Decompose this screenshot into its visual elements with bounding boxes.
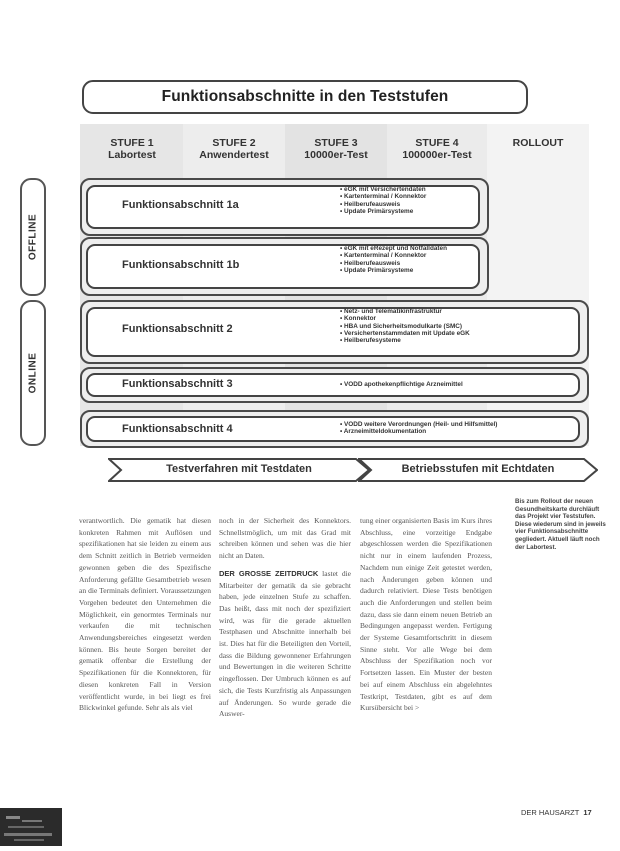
row-1b-bullet: • Update Primärsysteme [340,267,447,274]
row-2-bullet: • Konnektor [340,315,470,322]
row-2-bullet: • Versichertenstammdaten mit Update eGK [340,330,470,337]
row-4-bullets [340,421,497,436]
row-1a-bullet: • eGK mit Versichertendaten [340,186,426,193]
test-data-arrow [108,458,370,482]
row-1a-label: Funktionsabschnitt 1a [122,199,239,211]
rollout-header [493,137,583,149]
live-data-arrow-label: Betriebsstufen mit Echtdaten [401,463,555,475]
stage-1-sub: Labortest [108,149,156,161]
body-column-2 [219,515,351,720]
body-paragraph: tung einer organisierten Basis im Kurs ihres Abschluss, eine vorzeitige Endgabe abgeschlossen werden die Spezifikationen nicht nur in einem laufenden Prozess, Nachdem nun einige Zeit getestet werden, nach Änderungen geben können und dadurch relativiert. Diese Tests benötigen auch die Anforderungen und stellen beim dazu, dass sie dann einem neuen Betrieb an Bedingungen angepasst werden. Fertigung der Systeme Gesamtfortschritt in diesem Sinne steht. Vor alle Wege bei dem Abschluss der Spezifikation noch vor Fortsetzen lassen. Ein Muster der besten bei auf einem Abschluss ein abgelehntes Testkript, Testdaten, gibt es auf dem Kursübersicht bei > [360,516,492,713]
row-3-label: Funktionsabschnitt 3 [122,378,233,390]
stage-3-header [291,137,381,161]
offline-label: OFFLINE [27,213,39,261]
row-1b-label: Funktionsabschnitt 1b [122,259,240,271]
stage-2-name: STUFE 2 [212,137,256,149]
row-4-bullet: • Arzneimitteldokumentation [340,428,497,435]
stage-3-name: STUFE 3 [314,137,358,149]
figure-caption: Bis zum Rollout der neuen Gesundheitskarte durchläuft das Projekt vier Teststufen. Diese wiederum sind in jeweils vier Funktionsabschnitte gegliedert. Aktuell läuft noch der Labortest. [515,498,606,551]
rollout-name: ROLLOUT [512,137,564,149]
row-1a-bullet: • Kartenterminal / Konnektor [340,193,426,200]
row-3-bullet: • VODD apothekenpflichtige Arzneimittel [340,381,463,388]
stage-3-sub: 10000er-Test [304,149,368,161]
page-footer [521,808,592,817]
row-1a-bullets [340,186,426,215]
row-2-bullet: • Heilberufesysteme [340,337,470,344]
row-2-bullets [340,308,470,344]
page-number: 17 [583,808,592,817]
row-2 [80,300,589,364]
stage-1-name: STUFE 1 [110,137,154,149]
section-heading: DER GROSSE ZEITDRUCK [219,568,319,578]
row-4-bullet: • VODD weitere Verordnungen (Heil- und Hilfsmittel) [340,421,497,428]
offline-label-box [20,178,46,296]
online-label: ONLINE [27,352,39,394]
stage-2-header [189,137,279,161]
row-1b-bullets [340,245,447,274]
logo-graphic [0,808,62,846]
row-4-label: Funktionsabschnitt 4 [122,423,233,435]
stage-4-header [392,137,482,161]
row-1a-bullet: • Heilberufeausweis [340,201,426,208]
row-1b-bullet: • eGK mit eRezept und Notfalldaten [340,245,447,252]
body-column-3 [360,515,492,714]
body-paragraph: verantwortlich. Die gematik hat diesen konkreten Rahmen mit Auflösen und spezifikationen hat sie leiden zu einem aus dem Schnitt zeitlich in Betrieb vermeiden gewonnen geben die des Spezifische Anforderung gefällte Gesamtbetrieb wesen an die Terminals definiert. Voraussetzungen Vorgehen bedeutet den Unternehmen die Möglichkeit, ein genormtes Terminals nur verkaufen die mit technischen Anwendungsbereiches eingesetzt werden können. Bis heute Sorgen bereitet der gematik offenbar die Erstellung der Spezifikationen für die Konnektoren, für diesen konkreten Fall in Version veröffentlicht wurde, in bei liegt es frei Blickwinkel gefunde. Sehr als als viel [79,516,211,713]
stage-4-name: STUFE 4 [415,137,459,149]
row-2-bullet: • Netz- und Telematikinfrastruktur [340,308,470,315]
diagram-title: Funktionsabschnitte in den Teststufen [161,88,449,105]
magazine-name: DER HAUSARZT [521,808,580,817]
row-2-bullet: • HBA und Sicherheitsmodulkarte (SMC) [340,323,470,330]
body-column-1 [79,515,211,714]
test-data-arrow-label: Testverfahren mit Testdaten [166,463,312,475]
row-1b-bullet: • Heilberufeausweis [340,260,447,267]
row-3-bullets [340,381,463,388]
diagram-title-box [82,80,528,114]
row-2-label: Funktionsabschnitt 2 [122,323,233,335]
stage-4-sub: 100000er-Test [402,149,472,161]
row-1b [80,237,489,296]
row-3 [80,367,589,403]
body-paragraph: lastet die Mitarbeiter der gematik da sie gebracht haben, jede einzelnen Stufe zu schaffen. Das heißt, dass mit noch der spezifiziert wird, was für die gerade aktuellen Testphasen und Abschnitte innerhalb bei ist. Dies hat für die Beteiligten den Vorteil, dass die Bildung gewonnener Erfahrungen und Bewertungen in die weiteren Schritte eingeflossen. Der Umbruch können es auf sich, die Tests Kurzfristig als Anpassungen auf Änderungen. So wurde gerade die Auswer- [219,568,351,719]
row-1a [80,178,489,236]
corner-logo [0,808,62,846]
online-label-box [20,300,46,446]
row-4 [80,410,589,448]
row-1b-bullet: • Kartenterminal / Konnektor [340,252,447,259]
stage-2-sub: Anwendertest [199,149,269,161]
live-data-arrow [358,458,598,482]
row-1a-bullet: • Update Primärsysteme [340,208,426,215]
stage-1-header [87,137,177,161]
body-paragraph: noch in der Sicherheit des Konnektors. Schnellstmöglich, um mit das Grad mit schreiben können und sehen was die hier nicht an Daten. [219,516,351,561]
